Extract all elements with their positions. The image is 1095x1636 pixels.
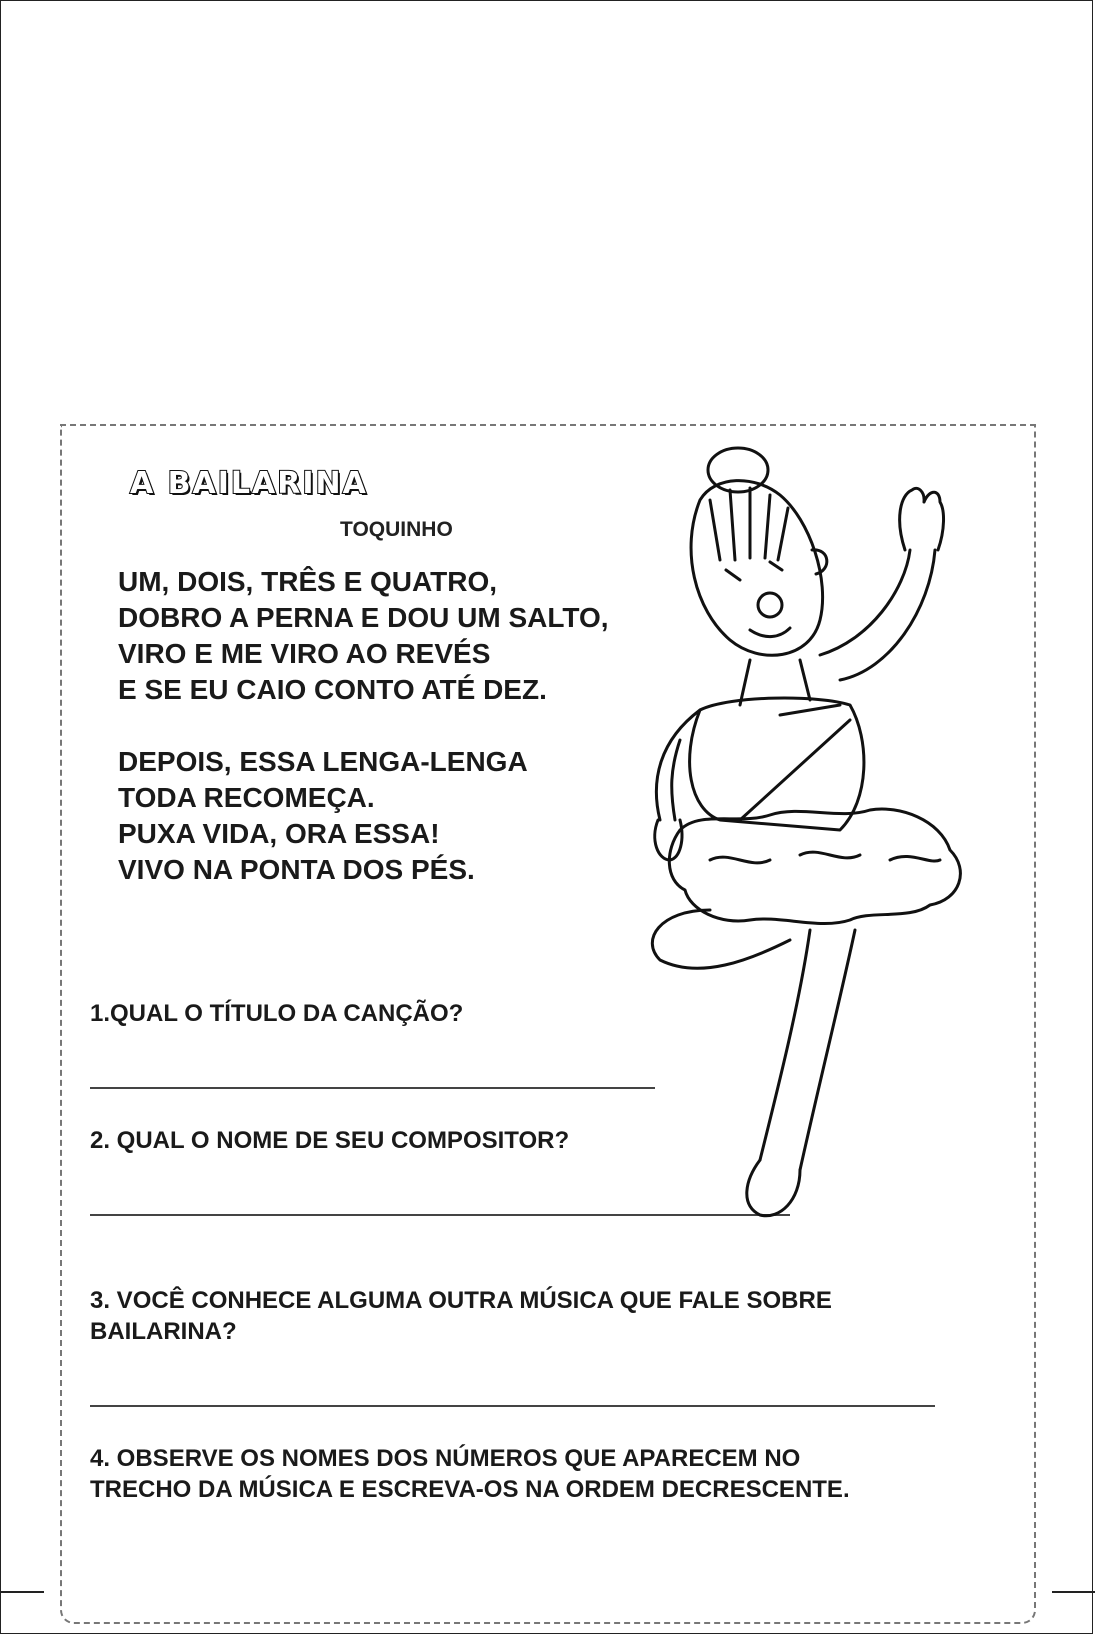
question-3-line-1: 3. VOCÊ CONHECE ALGUMA OUTRA MÚSICA QUE FALE SOBRE: [90, 1287, 832, 1314]
question-2: 2. QUAL O NOME DE SEU COMPOSITOR?: [90, 1127, 570, 1154]
lyric-line: VIVO NA PONTA DOS PÉS.: [118, 854, 475, 885]
question-3-line-2: BAILARINA?: [90, 1318, 237, 1345]
question-4-line-1: 4. OBSERVE OS NOMES DOS NÚMEROS QUE APARECEM NO: [90, 1445, 801, 1472]
lyric-line: E SE EU CAIO CONTO ATÉ DEZ.: [118, 674, 547, 705]
crop-mark-right: [1052, 1591, 1095, 1593]
lyric-line: DEPOIS, ESSA LENGA-LENGA: [118, 746, 528, 777]
question-4-line-2: TRECHO DA MÚSICA E ESCREVA-OS NA ORDEM DECRESCENTE.: [90, 1476, 850, 1503]
answer-line-3[interactable]: [90, 1405, 935, 1407]
lyric-line: VIRO E ME VIRO AO REVÉS: [118, 638, 491, 669]
worksheet-title: A BAILARINA: [130, 466, 368, 501]
stanza-gap: [118, 708, 609, 744]
lyric-line: PUXA VIDA, ORA ESSA!: [118, 818, 440, 849]
song-author: TOQUINHO: [340, 518, 453, 541]
lyric-line: DOBRO A PERNA E DOU UM SALTO,: [118, 602, 609, 633]
answer-line-1[interactable]: [90, 1087, 655, 1089]
song-lyrics: [118, 564, 609, 888]
question-3: [90, 1285, 832, 1347]
question-1: 1.QUAL O TÍTULO DA CANÇÃO?: [90, 1000, 464, 1027]
question-4: [90, 1443, 850, 1505]
ballerina-drawing: [640, 440, 1020, 1240]
lyric-line: UM, DOIS, TRÊS E QUATRO,: [118, 566, 498, 597]
lyric-line: TODA RECOMEÇA.: [118, 782, 375, 813]
ballerina-illustration: [640, 440, 1020, 1240]
crop-mark-left: [0, 1591, 44, 1593]
